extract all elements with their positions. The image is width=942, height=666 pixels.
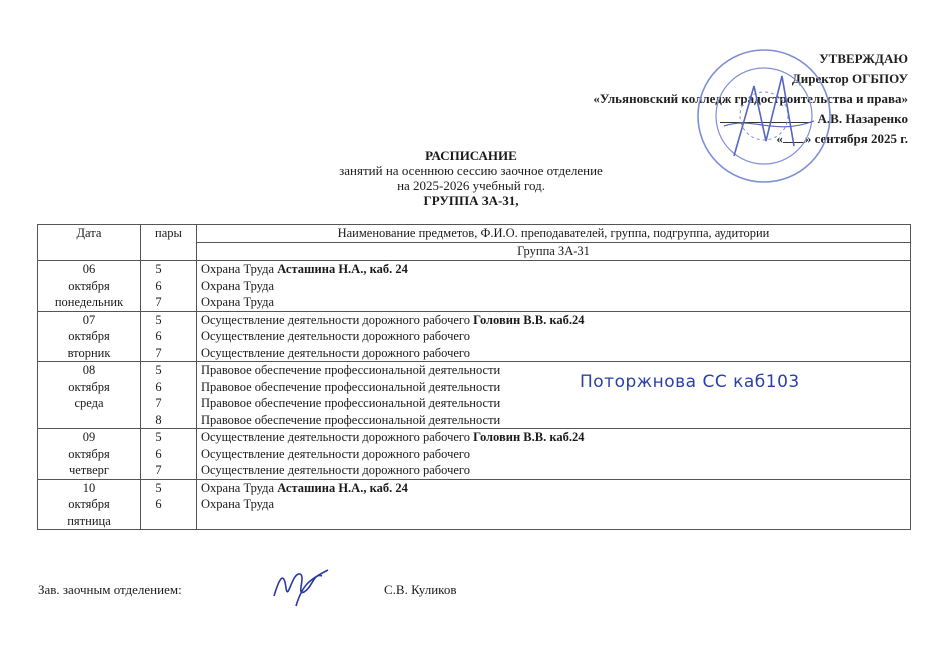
date-weekday: пятница [67, 513, 111, 528]
date-cell [38, 362, 141, 429]
pair-number: 5 [155, 430, 162, 444]
pair-number: 6 [155, 446, 162, 461]
subject-name: Осуществление деятельности дорожного рабочего [201, 329, 470, 343]
lesson-line [201, 312, 910, 329]
subjects-cell [197, 362, 911, 429]
teacher-room: Асташина Н.А., каб. 24 [277, 262, 408, 276]
subject-name: Правовое обеспечение профессиональной деятельности [201, 412, 501, 427]
pair-number: 7 [155, 463, 162, 477]
header-pairs: пары [141, 225, 197, 261]
date-num: 10 [82, 480, 96, 495]
date-num: 08 [82, 363, 96, 377]
date-weekday: четверг [68, 463, 110, 477]
lesson-line [201, 345, 910, 362]
lesson-line [201, 379, 910, 396]
pair-number: 6 [155, 379, 162, 394]
pairs-cell [141, 261, 197, 312]
schedule-body [38, 261, 911, 530]
approval-position: Директор ОГБПОУ [791, 71, 908, 86]
pair-number: 7 [155, 345, 162, 360]
header-date: Дата [38, 225, 141, 261]
subjects-cell [197, 311, 911, 362]
lesson-line [201, 429, 910, 446]
date-weekday: среда [74, 396, 104, 410]
subject-name: Осуществление деятельности дорожного рабочего [201, 446, 470, 461]
date-cell [38, 479, 141, 530]
teacher-room: Головин В.В. каб.24 [473, 430, 585, 444]
date-num: 09 [82, 430, 96, 444]
pair-number: 6 [155, 497, 162, 511]
pairs-cell [141, 362, 197, 429]
pair-number: 6 [155, 278, 162, 293]
subject-name: Осуществление деятельности дорожного рабочего [201, 463, 470, 477]
handwritten-signature [266, 566, 336, 608]
footer-name: С.В. Куликов [384, 582, 457, 597]
subject-name: Охрана Труда [201, 497, 275, 511]
teacher-room: Головин В.В. каб.24 [473, 312, 585, 327]
academic-year: на 2025-2026 учебный год. [397, 178, 545, 193]
subject-name: Охрана Труда [201, 295, 275, 309]
date-num: 07 [82, 312, 96, 327]
lesson-line [201, 261, 910, 278]
subjects-cell [197, 429, 911, 480]
pair-number: 7 [155, 295, 162, 309]
document-heading [0, 148, 942, 208]
lesson-line [201, 294, 910, 311]
subject-name: Правовое обеспечение профессиональной деятельности [201, 379, 501, 394]
subject-name: Правовое обеспечение профессиональной деятельности [201, 396, 501, 410]
day-row [38, 479, 911, 530]
pair-number: 5 [155, 262, 162, 276]
date-cell [38, 261, 141, 312]
header-subject: Наименование предметов, Ф.И.О. преподавателей, группа, подгруппа, аудитории [197, 225, 911, 243]
header-group: Группа ЗА-31 [197, 243, 911, 261]
subject-name: Охрана Труда [201, 262, 278, 276]
date-weekday: понедельник [54, 295, 124, 309]
lesson-line [201, 496, 910, 513]
pairs-cell [141, 479, 197, 530]
date-month: октября [68, 278, 110, 293]
group-title: ГРУППА ЗА-31, [423, 193, 519, 208]
subject-name: Правовое обеспечение профессиональной деятельности [201, 363, 501, 377]
lesson-line [201, 480, 910, 497]
day-row [38, 261, 911, 312]
date-month: октября [68, 379, 110, 394]
date-month: октября [68, 329, 110, 343]
pair-number: 8 [155, 412, 162, 427]
approval-organization: «Ульяновский колледж градостроительства и права» [593, 91, 908, 106]
subjects-cell [197, 261, 911, 312]
lesson-line [201, 462, 910, 479]
lesson-line [201, 446, 910, 463]
date-num: 06 [82, 262, 96, 276]
approval-date-text: » сентября 2025 г. [804, 131, 908, 146]
date-weekday: вторник [67, 345, 111, 360]
day-row [38, 311, 911, 362]
subjects-cell [197, 479, 911, 530]
subject-name: Осуществление деятельности дорожного рабочего [201, 345, 470, 360]
day-row [38, 429, 911, 480]
approval-date-open: « [776, 131, 783, 146]
teacher-room: Асташина Н.А., каб. 24 [277, 480, 408, 495]
lesson-line [201, 328, 910, 345]
date-cell [38, 429, 141, 480]
pairs-cell [141, 311, 197, 362]
date-cell [38, 311, 141, 362]
subject-name: Охрана Труда [201, 480, 278, 495]
approval-title: УТВЕРЖДАЮ [819, 51, 908, 66]
pair-number: 6 [155, 329, 162, 343]
pair-number: 5 [155, 480, 162, 495]
subject-name: Осуществление деятельности дорожного рабочего [201, 430, 474, 444]
footer-position: Зав. заочным отделением: [38, 582, 182, 597]
handwritten-teacher-note: Поторжнова СС каб103 [580, 372, 800, 392]
date-month: октября [68, 497, 110, 511]
document-title: РАСПИСАНИЕ [425, 148, 517, 163]
approval-signatory-name: А.В. Назаренко [817, 111, 908, 126]
lesson-line [201, 278, 910, 295]
pair-number: 7 [155, 396, 162, 410]
subject-name: Охрана Труда [201, 278, 275, 293]
lesson-line [201, 362, 910, 379]
pairs-cell [141, 429, 197, 480]
date-month: октября [68, 446, 110, 461]
pair-number: 5 [155, 363, 162, 377]
pair-number: 5 [155, 312, 162, 327]
lesson-line [201, 412, 910, 429]
document-subtitle: занятий на осеннюю сессию заочное отделение [339, 163, 603, 178]
lesson-line [201, 395, 910, 412]
subject-name: Осуществление деятельности дорожного рабочего [201, 312, 474, 327]
